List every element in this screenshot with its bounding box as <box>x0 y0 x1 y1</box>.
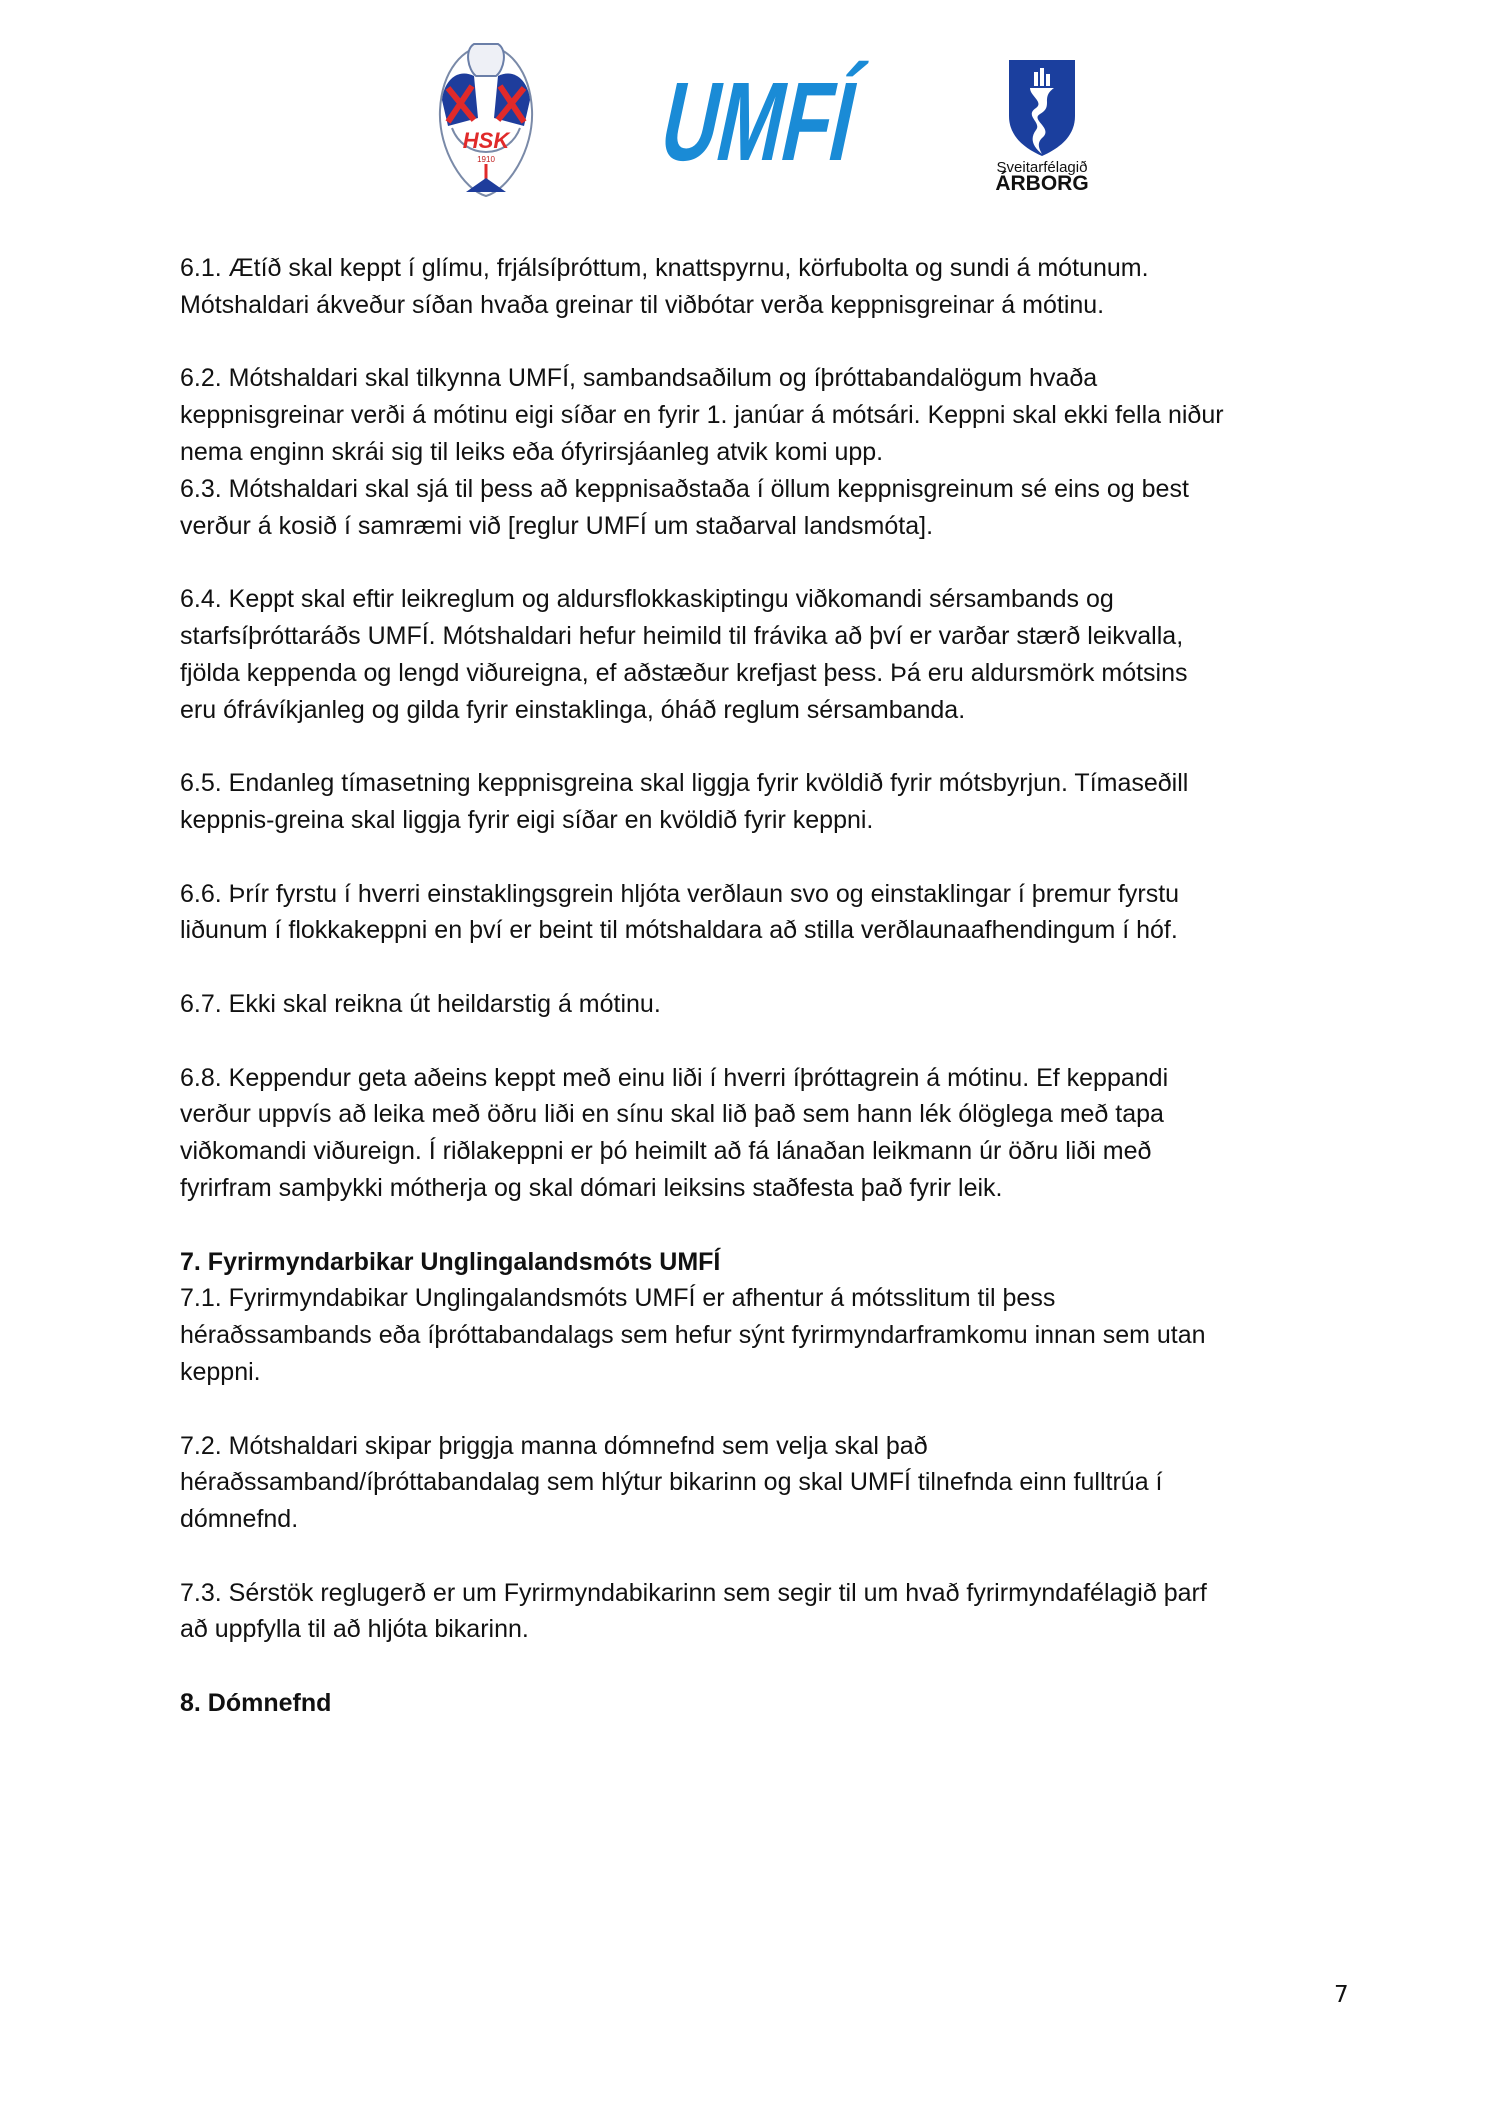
text-line: héraðssambands eða íþróttabandalags sem hefur sýnt fyrirmyndarframkomu innan sem utan <box>180 1321 1206 1350</box>
blank-line <box>180 728 1380 765</box>
blank-line <box>180 1391 1380 1428</box>
blank-line <box>180 544 1380 581</box>
blank-line <box>180 1648 1380 1685</box>
blank-line <box>180 1207 1380 1244</box>
text-line: fyrirfram samþykki mótherja og skal dómari leiksins staðfesta það fyrir leik. <box>180 1173 1003 1202</box>
text-line: 6.2. Mótshaldari skal tilkynna UMFÍ, sambandsaðilum og íþróttabandalögum hvaða <box>180 364 1098 393</box>
blank-line <box>180 324 1380 361</box>
text-line: 7. Fyrirmyndarbikar Unglingalandsmóts UMFÍ <box>180 1247 721 1276</box>
text-line: 7.2. Mótshaldari skipar þriggja manna dómnefnd sem velja skal það <box>180 1431 928 1460</box>
text-line: 6.5. Endanleg tímasetning keppnisgreina skal liggja fyrir kvöldið fyrir mótsbyrjun. Tímaseðill <box>180 769 1189 798</box>
paragraph <box>180 876 1380 950</box>
document-body <box>180 250 1380 1722</box>
section-heading <box>180 1685 1380 1722</box>
text-line: Mótshaldari ákveður síðan hvaða greinar til viðbótar verða keppnisgreinar á mótinu. <box>180 290 1105 319</box>
hsk-logo-year: 1910 <box>477 155 495 164</box>
text-line: 6.1. Ætíð skal keppt í glímu, frjálsíþróttum, knattspyrnu, körfubolta og sundi á mótunum. <box>180 254 1149 282</box>
text-line: 8. Dómnefnd <box>180 1689 332 1718</box>
text-line: nema enginn skrái sig til leiks eða ófyrirsjáanleg atvik komi upp. <box>180 437 884 466</box>
blank-line <box>180 1023 1380 1060</box>
blank-line <box>180 949 1380 986</box>
text-line: keppni. <box>180 1357 261 1386</box>
text-line: 6.7. Ekki skal reikna út heildarstig á mótinu. <box>180 989 661 1018</box>
hsk-logo <box>434 40 538 200</box>
paragraph <box>180 581 1380 728</box>
text-line: keppnis-greina skal liggja fyrir eigi síðar en kvöldið fyrir keppni. <box>180 805 874 834</box>
paragraph <box>180 765 1380 839</box>
text-line: liðunum í flokkakeppni en því er beint til mótshaldara að stilla verðlaunaafhendingum í hóf. <box>180 916 1178 945</box>
arborg-logo-line2: ÁRBORG <box>995 172 1089 195</box>
arborg-logo-line1: Sveitarfélagið <box>996 159 1088 176</box>
paragraph <box>180 1060 1380 1207</box>
text-line: 7.3. Sérstök reglugerð er um Fyrirmyndabikarinn sem segir til um hvað fyrirmyndafélagið þarf <box>180 1578 1207 1607</box>
text-line: viðkomandi viðureign. Í riðlakeppni er þó heimilt að fá lánaðan leikmann úr öðru liði með <box>180 1137 1152 1166</box>
paragraph <box>180 1280 1380 1390</box>
text-line: 7.1. Fyrirmyndabikar Unglingalandsmóts UMFÍ er afhentur á mótsslitum til þess <box>180 1284 1056 1313</box>
text-line: verður uppvís að leika með öðru liði en sínu skal lið það sem hann lék ólöglega með tapa <box>180 1100 1164 1129</box>
text-line: keppnisgreinar verði á mótinu eigi síðar en fyrir 1. janúar á mótsári. Keppni skal ekki fella niður <box>180 401 1224 430</box>
text-line: 6.4. Keppt skal eftir leikreglum og aldursflokkaskiptingu viðkomandi sérsambands og <box>180 585 1114 614</box>
paragraph <box>180 1575 1380 1649</box>
arborg-logo <box>980 58 1110 195</box>
text-line: starfsíþróttaráðs UMFÍ. Mótshaldari hefur heimild til frávika að því er varðar stærð leikvalla, <box>180 621 1184 650</box>
umfi-logo <box>648 58 952 184</box>
text-line: 6.3. Mótshaldari skal sjá til þess að keppnisaðstaða í öllum keppnisgreinum sé eins og best <box>180 474 1189 503</box>
text-line: 6.8. Keppendur geta aðeins keppt með einu liði í hverri íþróttagrein á mótinu. Ef keppandi <box>180 1063 1169 1092</box>
umfi-logo-text: UMFÍ <box>650 58 952 184</box>
text-line: eru ófrávíkjanleg og gilda fyrir einstaklinga, óháð reglum sérsambanda. <box>180 695 966 724</box>
blank-line <box>180 1538 1380 1575</box>
text-line: dómnefnd. <box>180 1505 299 1534</box>
paragraph <box>180 986 1380 1023</box>
section-heading <box>180 1244 1380 1281</box>
hsk-logo-text: HSK <box>462 128 510 153</box>
text-line: verður á kosið í samræmi við [reglur UMFÍ um staðarval landsmóta]. <box>180 511 934 540</box>
text-line: að uppfylla til að hljóta bikarinn. <box>180 1615 529 1644</box>
text-line: héraðssamband/íþróttabandalag sem hlýtur bikarinn og skal UMFÍ tilnefnda einn fulltrúa í <box>180 1468 1163 1497</box>
blank-line <box>180 839 1380 876</box>
text-line: fjölda keppenda og lengd viðureigna, ef aðstæður krefjast þess. Þá eru aldursmörk mótsins <box>180 658 1188 687</box>
paragraph <box>180 1428 1380 1538</box>
paragraph <box>180 360 1380 470</box>
text-line: 6.6. Þrír fyrstu í hverri einstaklingsgrein hljóta verðlaun svo og einstaklingar í þremur fyrstu <box>180 879 1180 908</box>
paragraph <box>180 471 1380 545</box>
paragraph <box>180 250 1380 324</box>
page-number: 7 <box>1334 1982 1349 2008</box>
